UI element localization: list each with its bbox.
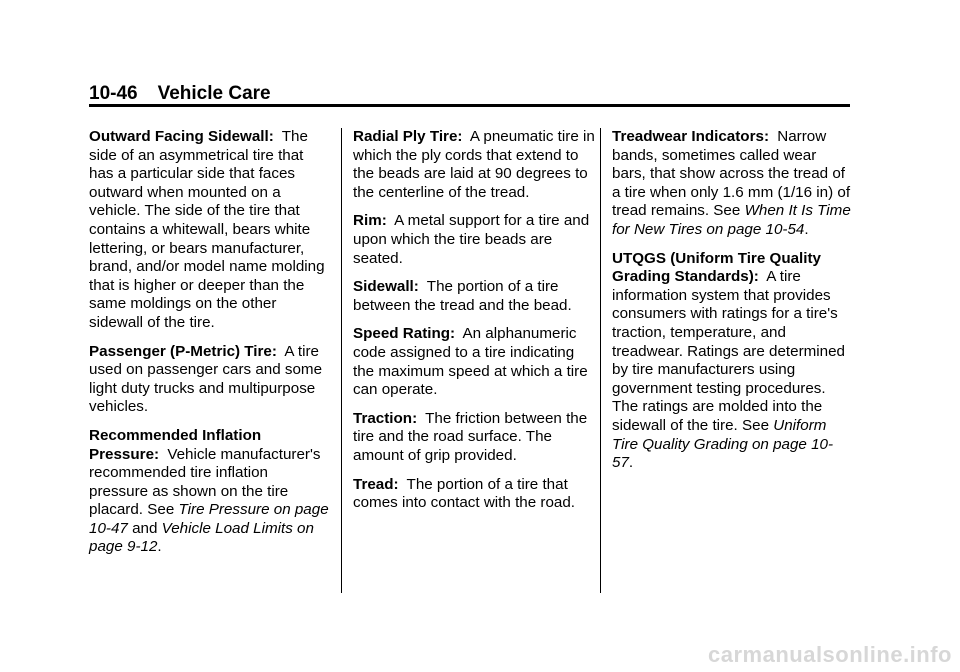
term-separator: : [413, 278, 419, 296]
term-separator: : [457, 128, 463, 145]
cross-reference-link[interactable]: When It Is Time for New Tires on page 10-54 [612, 202, 851, 238]
column-middle [353, 128, 595, 523]
entry-term: Rim [353, 212, 382, 230]
entry-term: UTQGS (Uniform Tire Quality Grading Standards) [612, 249, 821, 286]
term-separator: : [268, 128, 274, 145]
cross-reference-link[interactable]: Tire Pressure on page 10-47 [89, 501, 329, 537]
entry-term: Treadwear Indicators [612, 128, 764, 145]
section-number: 10-46 [89, 83, 138, 104]
entry-term: Sidewall [353, 278, 414, 296]
entry-text: The portion of a tire that comes into contact with the road. [353, 475, 576, 512]
glossary-entry [353, 128, 595, 202]
entry-term: Outward Facing Sidewall [89, 128, 269, 145]
site-watermark: carmanualsonline.info [708, 642, 952, 667]
entry-text: Narrow bands, sometimes called wear bars, that show across the tread of a tire when only 1.6 mm (1/16 in) of tread remains. See [612, 128, 851, 220]
entry-text: Vehicle manufacturer's recommended tire inflation pressure as shown on the tire placard. See [89, 445, 321, 519]
entry-text: The friction between the tire and the road surface. The amount of grip provided. [353, 409, 588, 464]
entry-term: Recommended Inflation Pressure [89, 426, 262, 463]
entry-text: A pneumatic tire in which the ply cords that extend to the beads are laid at 90 degrees to the centerline of the tread. [353, 128, 595, 201]
glossary-entry [612, 250, 854, 473]
entry-period: . [628, 454, 634, 472]
entry-text: An alphanumeric code assigned to a tire indicating the maximum speed at which a tire can operate. [353, 325, 588, 399]
entry-text: The side of an asymmetrical tire that has a particular side that faces outward when mounted on a vehicle. The side of the tire that contains a whitewall, bears white lettering, or bears manufacturer, brand, and/or model name molding that is higher or deeper than the same moldings on the other sidewall of the tire. [89, 128, 325, 331]
term-separator: : [381, 212, 387, 230]
entry-text: and [132, 519, 158, 537]
column-right [612, 128, 854, 483]
glossary-entry [353, 325, 595, 399]
glossary-entry [89, 128, 331, 333]
entry-text: The portion of a tire between the tread and the bead. [353, 278, 572, 314]
entry-text: A tire information system that provides consumers with ratings for a tire's traction, temperature, and treadwear. Ratings are determined by tire manufacturers using government testing procedures. The ratings are molded into the sidewall of the tire. See [612, 268, 846, 434]
entry-term: Radial Ply Tire [353, 128, 458, 145]
term-separator: : [271, 342, 277, 360]
page-header [89, 83, 849, 105]
glossary-entry [353, 410, 595, 466]
term-separator: : [450, 325, 456, 343]
glossary-entry [353, 476, 595, 513]
entry-term: Speed Rating [353, 325, 451, 343]
column-left [89, 128, 331, 567]
column-divider [600, 128, 601, 593]
entry-term: Traction [353, 409, 413, 427]
term-separator: : [763, 128, 769, 145]
header-rule [89, 104, 850, 107]
glossary-entry [353, 212, 595, 268]
cross-reference-link[interactable]: Vehicle Load Limits on page 9-12 [89, 519, 314, 556]
entry-period: . [804, 220, 809, 238]
entry-text: A tire used on passenger cars and some light duty trucks and multipurpose vehicles. [89, 342, 323, 416]
term-separator: : [154, 445, 160, 463]
cross-reference-link[interactable]: Uniform Tire Quality Grading on page 10-57 [612, 416, 834, 472]
column-divider [341, 128, 342, 593]
entry-text: A metal support for a tire and upon which the tire beads are seated. [353, 212, 590, 267]
glossary-entry [353, 278, 595, 315]
glossary-entry [89, 343, 331, 417]
term-separator: : [753, 268, 759, 286]
glossary-entry [612, 128, 854, 240]
entry-term: Passenger (P-Metric) Tire [89, 342, 272, 360]
entry-term: Tread [353, 475, 394, 493]
term-separator: : [393, 475, 399, 493]
section-title: Vehicle Care [157, 83, 271, 104]
entry-period: . [157, 538, 162, 556]
term-separator: : [412, 409, 418, 427]
glossary-entry [89, 427, 331, 557]
